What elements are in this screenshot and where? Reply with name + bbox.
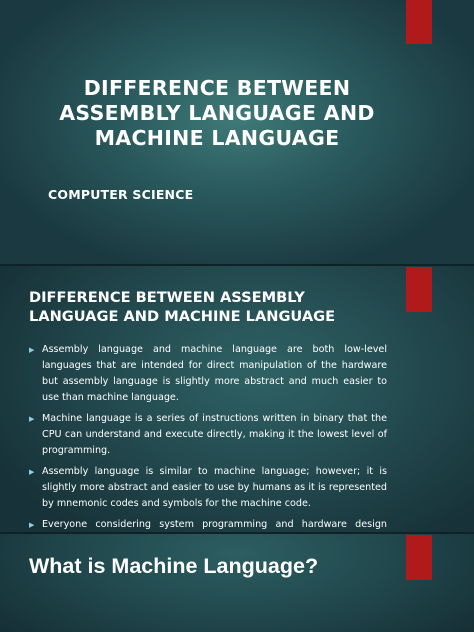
bullet-text: Assembly language is similar to machine language; however; it is slightly more abstract and easier to use by humans as it is represented by mnemonic codes and symbols for the machine code. <box>42 466 387 509</box>
heading-line: DIFFERENCE BETWEEN ASSEMBLY <box>29 289 305 306</box>
title-line: MACHINE LANGUAGE <box>94 126 340 150</box>
heading-line: LANGUAGE AND MACHINE LANGUAGE <box>29 308 336 325</box>
bullet-arrow-icon: ▶ <box>29 346 35 354</box>
bullet-list <box>29 342 387 554</box>
bullet-text: Everyone considering system programming and hardware design <box>42 519 387 530</box>
section-heading: What is Machine Language? <box>29 554 319 578</box>
slide-content <box>0 266 474 532</box>
slide-section <box>0 534 474 632</box>
bullet-item <box>29 342 387 406</box>
bullet-text: Assembly language and machine language are both low-level languages that are intended for direct manipulation of the hardware but assembly language is slightly more abstract and much easier to use than machine language. <box>42 344 387 403</box>
bullet-arrow-icon: ▶ <box>29 521 35 529</box>
red-accent-bar <box>406 535 432 580</box>
title-line: DIFFERENCE BETWEEN <box>83 76 351 100</box>
bullet-item <box>29 411 387 459</box>
slide-subtitle: COMPUTER SCIENCE <box>48 187 194 202</box>
slide-title-heading <box>30 76 404 151</box>
slide-title <box>0 0 474 264</box>
bullet-arrow-icon: ▶ <box>29 415 35 423</box>
red-accent-bar <box>406 267 432 312</box>
content-heading <box>29 288 389 326</box>
bullet-item <box>29 464 387 512</box>
title-line: ASSEMBLY LANGUAGE AND <box>59 101 375 125</box>
bullet-arrow-icon: ▶ <box>29 468 35 476</box>
red-accent-bar <box>406 0 432 44</box>
bullet-text: Machine language is a series of instructions written in binary that the CPU can understand and execute directly, making it the lowest level of programming. <box>42 413 387 456</box>
